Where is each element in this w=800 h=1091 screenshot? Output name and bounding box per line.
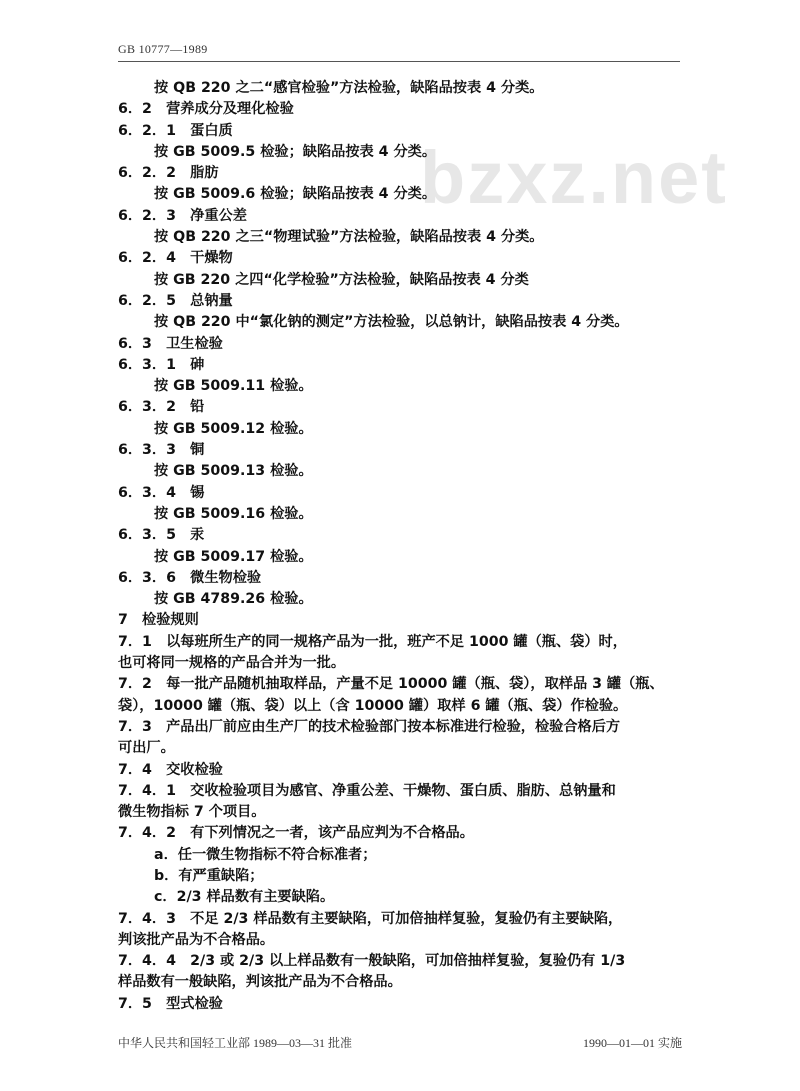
text-line: 微生物指标 7 个项目。 (118, 804, 266, 821)
text-line: 7．5 型式检验 (118, 995, 223, 1012)
document-body (118, 78, 683, 1015)
text-line: 按 GB 5009.6 检验；缺陷品按表 4 分类。 (154, 186, 437, 203)
text-line: 6．3．2 铅 (118, 399, 205, 416)
text-line: 按 GB 5009.12 检验。 (154, 420, 313, 437)
text-line: 按 GB 220 之四“化学检验”方法检验，缺陷品按表 4 分类 (154, 271, 529, 288)
text-line: 6．2．3 净重公差 (118, 207, 247, 224)
text-line: 按 GB 5009.13 检验。 (154, 463, 313, 480)
text-line: 判该批产品为不合格品。 (118, 931, 275, 948)
text-line: 袋），10000 罐（瓶、袋）以上（含 10000 罐）取样 6 罐（瓶、袋）作检验。 (118, 697, 628, 714)
text-line: 7．3 产品出厂前应由生产厂的技术检验部门按本标准进行检验，检验合格后方 (118, 718, 621, 735)
text-line: 按 GB 4789.26 检验。 (154, 591, 313, 608)
text-line: 按 GB 5009.5 检验；缺陷品按表 4 分类。 (154, 143, 437, 160)
text-line: 按 GB 5009.16 检验。 (154, 505, 313, 522)
standard-number-header: GB 10777—1989 (118, 42, 208, 56)
text-line: 按 GB 5009.17 检验。 (154, 548, 313, 565)
text-line: 6．3．1 砷 (118, 356, 205, 373)
text-line: 6．3．5 汞 (118, 527, 205, 544)
text-line: a．任一微生物指标不符合标准者； (154, 846, 377, 863)
text-line: 6．3．4 锡 (118, 484, 205, 501)
text-line: 按 QB 220 中“氯化钠的测定”方法检验，以总钠计，缺陷品按表 4 分类。 (154, 314, 629, 331)
text-line: 6．2．1 蛋白质 (118, 122, 233, 139)
text-line: 6．2 营养成分及理化检验 (118, 101, 294, 118)
text-line: 也可将同一规格的产品合并为一批。 (118, 655, 346, 672)
text-line: 7．1 以每班所生产的同一规格产品为一批，班产不足 1000 罐（瓶、袋）时， (118, 633, 627, 650)
text-line: 7．4．3 不足 2/3 样品数有主要缺陷，可加倍抽样复验，复验仍有主要缺陷， (118, 910, 623, 927)
text-line: 6．3 卫生检验 (118, 335, 223, 352)
text-line: c．2/3 样品数有主要缺陷。 (154, 889, 335, 906)
text-line: 按 QB 220 之三“物理试验”方法检验，缺陷品按表 4 分类。 (154, 229, 544, 246)
text-line: 7．4．1 交收检验项目为感官、净重公差、干燥物、蛋白质、脂肪、总钠量和 (118, 782, 616, 799)
watermark: bzxz.net (420, 136, 728, 219)
text-line: 样品数有一般缺陷，判该批产品为不合格品。 (118, 974, 402, 991)
implementation-footer: 1990—01—01 实施 (582, 1036, 682, 1050)
text-line: 6．2．4 干燥物 (118, 250, 233, 267)
text-line: 7 检验规则 (118, 612, 199, 629)
header-rule (118, 61, 680, 62)
text-line: 可出厂。 (118, 740, 175, 757)
text-line: b．有严重缺陷； (154, 867, 264, 884)
text-line: 6．2．2 脂肪 (118, 165, 219, 182)
text-line: 7．2 每一批产品随机抽取样品，产量不足 10000 罐（瓶、袋），取样品 3 罐（瓶、 (118, 676, 664, 693)
text-line: 按 QB 220 之二“感官检验”方法检验，缺陷品按表 4 分类。 (154, 80, 544, 96)
text-line: 按 GB 5009.11 检验。 (154, 378, 313, 395)
text-line: 7．4．4 2/3 或 2/3 以上样品数有一般缺陷，可加倍抽样复验，复验仍有 1/3 (118, 953, 626, 970)
text-line: 6．3．6 微生物检验 (118, 569, 262, 586)
text-line: 6．2．5 总钠量 (118, 292, 233, 309)
approval-footer: 中华人民共和国轻工业部 1989—03—31 批准 (118, 1036, 353, 1050)
text-line: 7．4．2 有下列情况之一者，该产品应判为不合格品。 (118, 825, 474, 842)
text-line: 7．4 交收检验 (118, 761, 223, 778)
text-line: 6．3．3 铜 (118, 442, 205, 459)
